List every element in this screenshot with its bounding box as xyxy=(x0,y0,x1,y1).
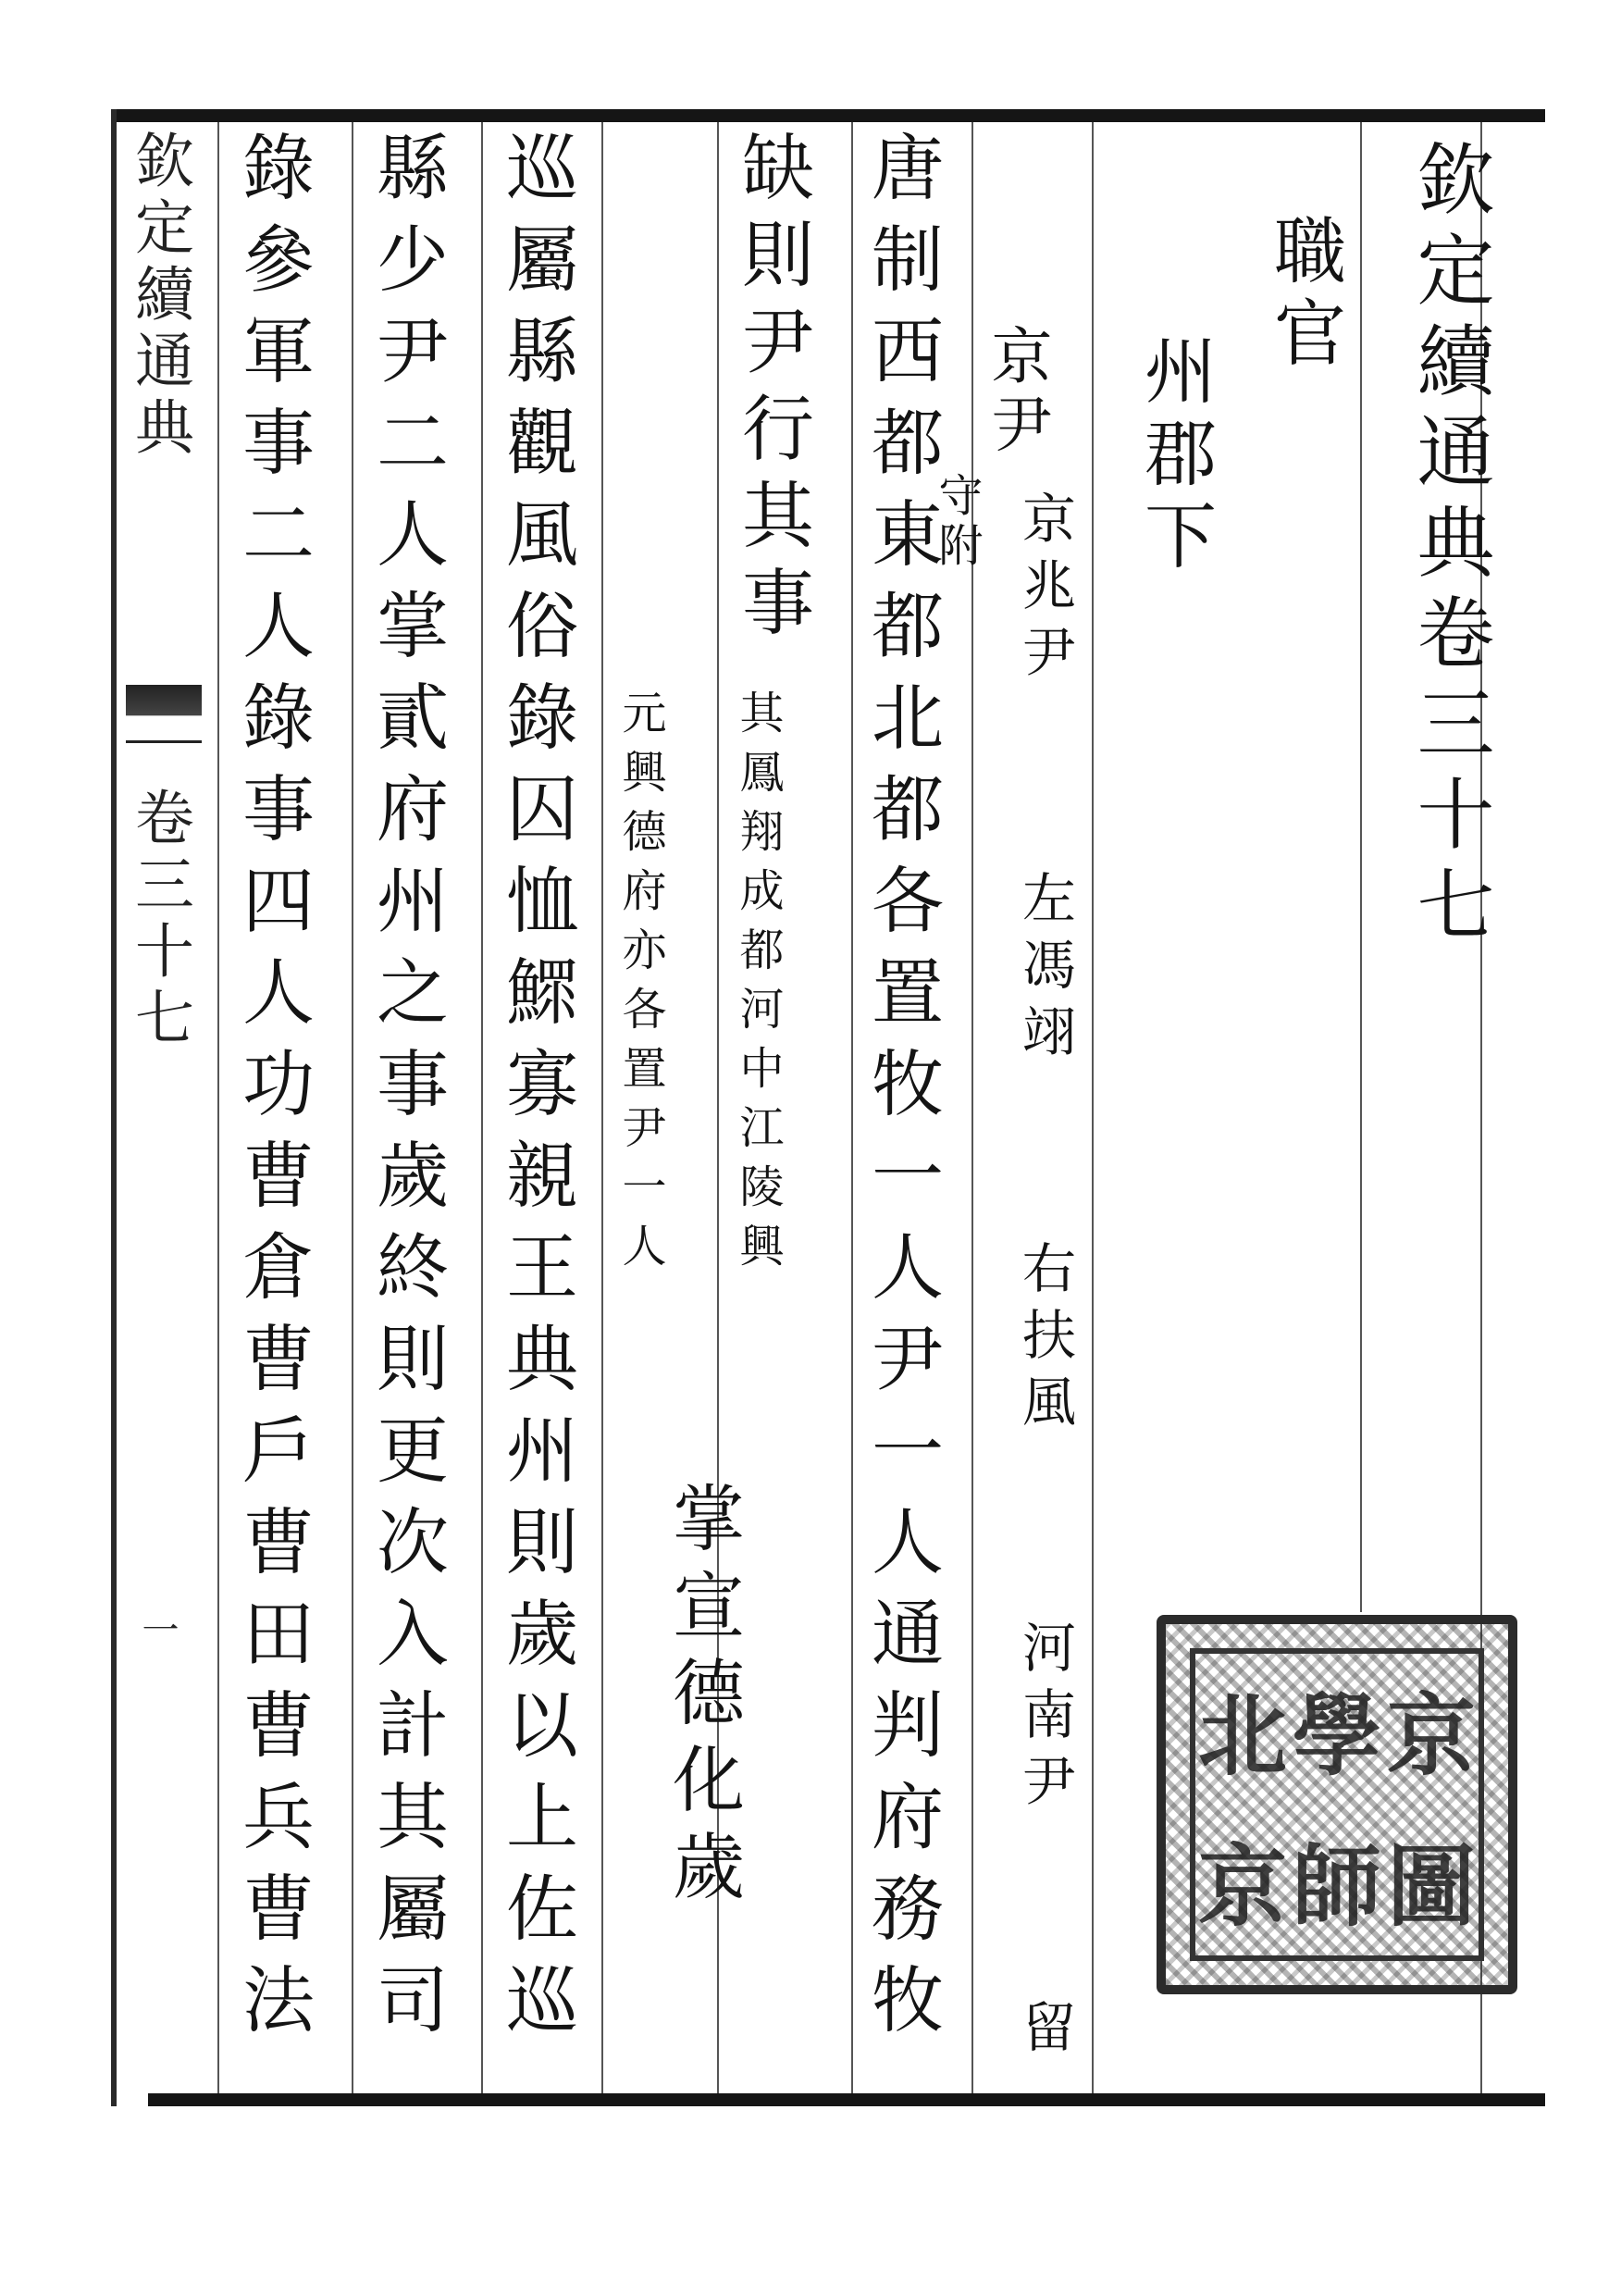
column-divider xyxy=(481,122,483,2093)
seal-char: 北 xyxy=(1198,1683,1287,1788)
gutter-juan: 卷三十七 xyxy=(125,787,193,1053)
seal-char: 師 xyxy=(1293,1834,1381,1939)
heading-item: 左馮翊 xyxy=(1013,870,1076,1070)
text-column-3-main: 掌宣德化歲 xyxy=(661,1481,744,1916)
seal-char: 圖 xyxy=(1387,1834,1476,1939)
fish-tail-mark xyxy=(126,685,202,740)
heading-item: 留 xyxy=(1013,1999,1076,2066)
text-column-6: 錄參軍事二人錄事四人功曹倉曹戶曹田曹兵曹法 xyxy=(230,130,314,2054)
bottom-border xyxy=(148,2093,1545,2106)
left-border xyxy=(111,109,117,2106)
section-title: 職官 xyxy=(1262,213,1345,378)
gutter-divider xyxy=(217,122,219,2093)
heading-item: 右扶風 xyxy=(1013,1240,1076,1440)
text-column-3-note: 元興德府亦各置尹一人 xyxy=(614,689,666,1282)
text-column-5: 縣少尹二人掌貳府州之事歲終則更次入計其屬司 xyxy=(365,130,448,2054)
text-column-1: 唐制西都東都北都各置牧一人尹一人通判府務牧 xyxy=(860,130,943,2054)
column-divider xyxy=(352,122,353,2093)
heading-main: 京尹 xyxy=(981,324,1052,461)
text-column-4: 巡屬縣觀風俗錄囚恤鰥寡親王典州則歲以上佐巡 xyxy=(494,130,577,2054)
gutter-page: 一 xyxy=(136,1610,179,1655)
seal-char: 學 xyxy=(1293,1683,1381,1788)
subsection-title: 州郡下 xyxy=(1132,333,1216,580)
heading-note: 守附 xyxy=(931,472,983,572)
heading-item: 河南尹 xyxy=(1013,1620,1076,1819)
seal-char: 京 xyxy=(1198,1834,1287,1939)
seal-char: 京 xyxy=(1387,1683,1476,1788)
text-column-2-note: 其鳳翔成都河中江陵興 xyxy=(732,689,784,1282)
heading-item: 京兆尹 xyxy=(1013,490,1076,690)
collector-seal xyxy=(1157,1615,1517,1994)
column-divider xyxy=(601,122,603,2093)
gutter-title: 欽定續通典 xyxy=(125,130,193,463)
top-border xyxy=(111,109,1545,122)
fish-tail-notch xyxy=(126,740,202,762)
column-divider xyxy=(1092,122,1094,2093)
column-divider xyxy=(971,122,973,2093)
text-column-2-main: 缺則尹行其事 xyxy=(730,130,813,652)
column-divider xyxy=(1360,122,1362,1612)
column-divider xyxy=(851,122,853,2093)
book-title: 欽定續通典卷三十七 xyxy=(1404,139,1495,955)
